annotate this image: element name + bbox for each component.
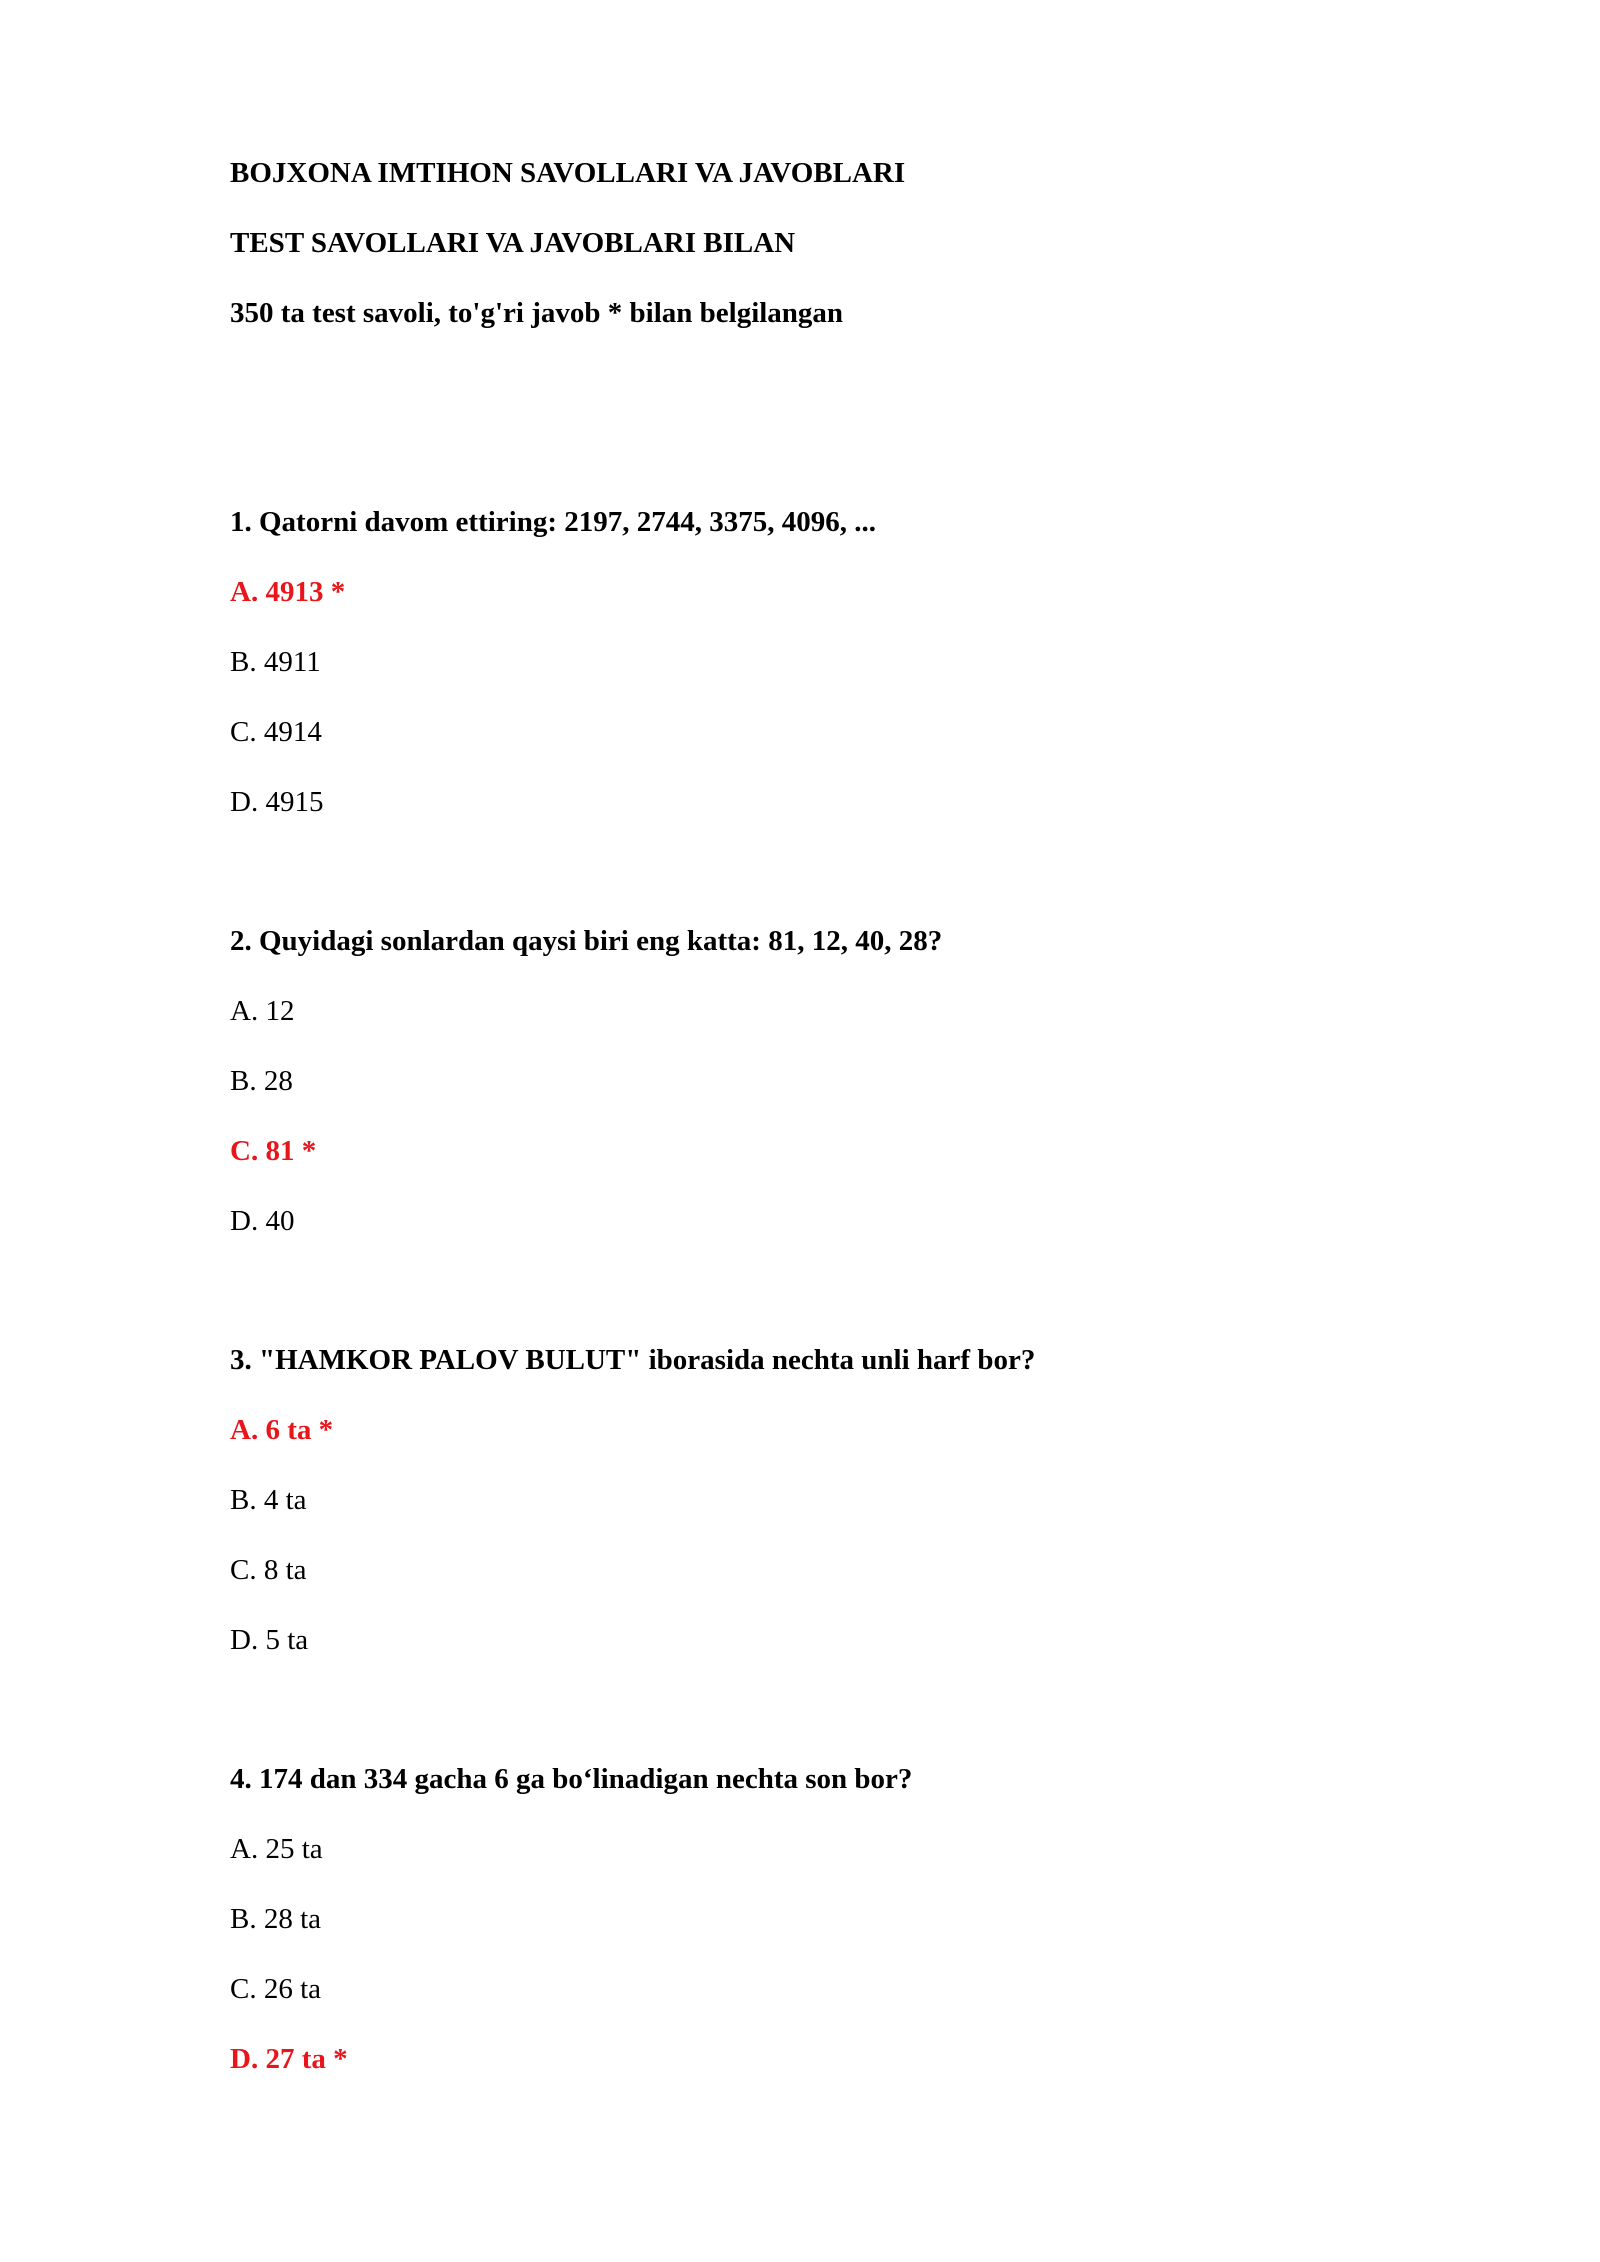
question-2-option-b: B. 28 [230,1065,293,1097]
document-note: 350 ta test savoli, to'g'ri javob * bilan belgilangan [230,297,844,329]
document-subtitle: TEST SAVOLLARI VA JAVOBLARI BILAN [230,227,796,259]
question-3-option-b: B. 4 ta [230,1484,307,1516]
question-1-option-b: B. 4911 [230,646,321,678]
question-3-option-c: C. 8 ta [230,1554,307,1586]
question-2-text: 2. Quyidagi sonlardan qaysi biri eng katta: 81, 12, 40, 28? [230,925,943,957]
question-2-option-a: A. 12 [230,995,295,1027]
question-4-option-d: D. 27 ta * [230,2043,348,2075]
question-2-option-c: C. 81 * [230,1135,317,1167]
question-4-option-a: A. 25 ta [230,1833,323,1865]
question-2-option-d: D. 40 [230,1205,295,1237]
question-4-option-b: B. 28 ta [230,1903,322,1935]
question-1-option-a: A. 4913 * [230,576,346,608]
question-1-text: 1. Qatorni davom ettiring: 2197, 2744, 3375, 4096, ... [230,506,877,538]
question-4-option-c: C. 26 ta [230,1973,322,2005]
question-3-text: 3. "HAMKOR PALOV BULUT" iborasida nechta unli harf bor? [230,1344,1036,1376]
question-4-text: 4. 174 dan 334 gacha 6 ga bo‘linadigan nechta son bor? [230,1763,913,1795]
question-1-option-c: C. 4914 [230,716,322,748]
question-1-option-d: D. 4915 [230,786,324,818]
question-3-option-a: A. 6 ta * [230,1414,334,1446]
question-3-option-d: D. 5 ta [230,1624,309,1656]
document-title: BOJXONA IMTIHON SAVOLLARI VA JAVOBLARI [230,157,906,189]
